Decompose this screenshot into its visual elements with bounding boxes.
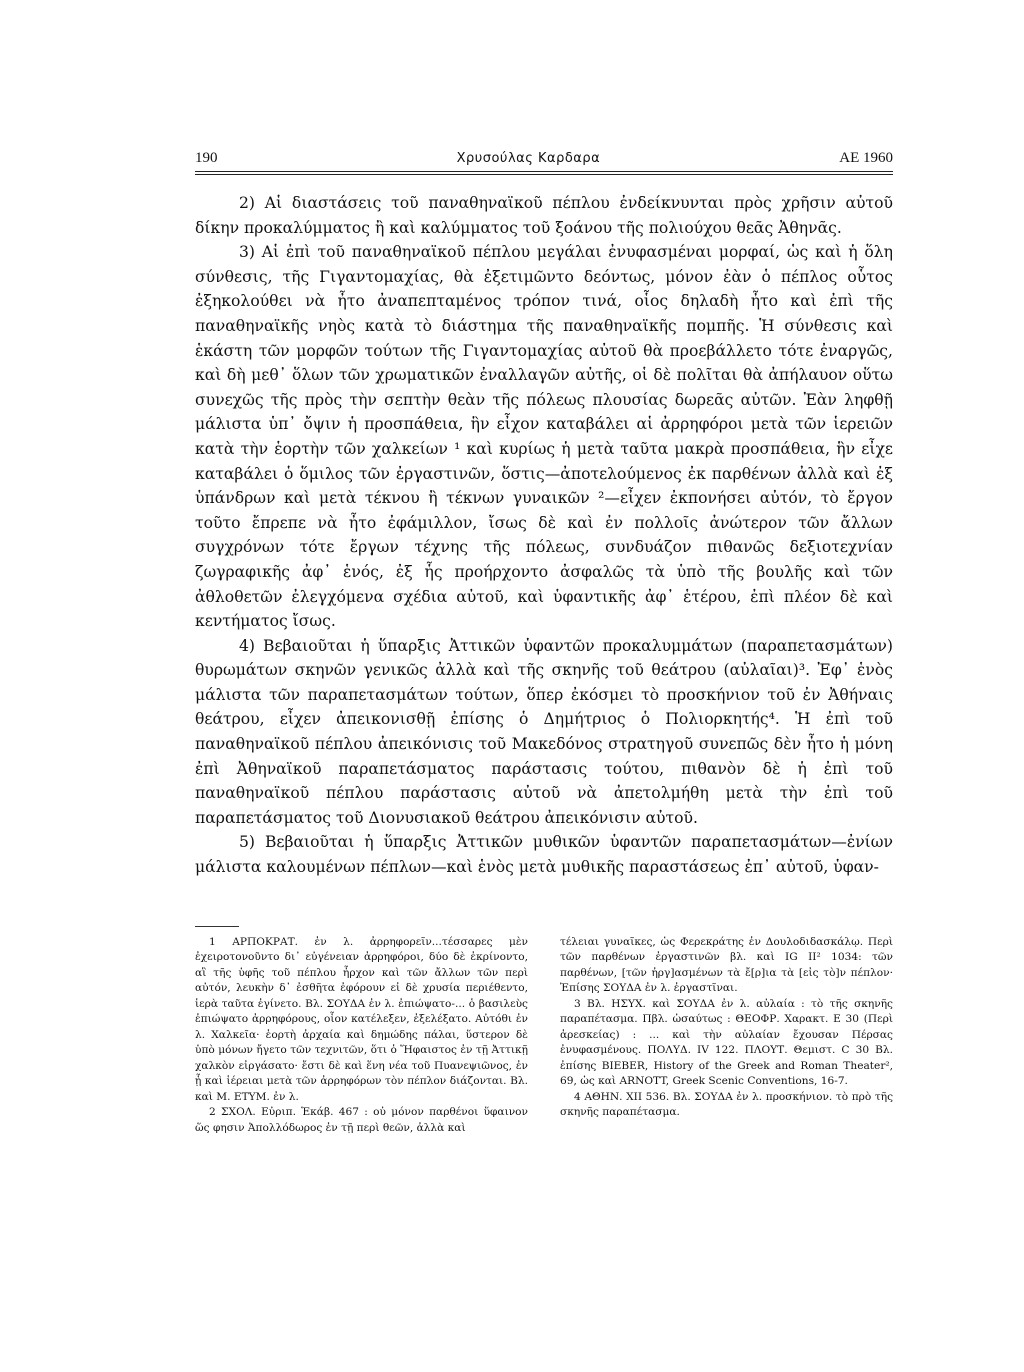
paragraph-2: 2) Αἱ διαστάσεις τοῦ παναθηναϊκοῦ πέπλου ἐνδείκνυνται πρὸς χρῆσιν αὐτοῦ δίκην προκαλύμματος ἢ καὶ καλύμματος τοῦ ξοάνου τῆς πολιούχου θεᾶς Ἀθηνᾶς. bbox=[195, 194, 893, 237]
document-page bbox=[195, 150, 893, 1136]
paragraph-3: 3) Αἱ ἐπὶ τοῦ παναθηναϊκοῦ πέπλου μεγάλαι ἐνυφασμέναι μορφαί, ὡς καὶ ἡ ὅλη σύνθεσις, τῆς Γιγαντομαχίας, θὰ ἐξετιμῶντο δεόντως, μόνον ἐὰν ὁ πέπλος οὗτος ἐξηκολούθει νὰ ἦτο ἀναπεπταμένος τρόπον τινά, οἷος δηλαδὴ ἦτο καὶ ἐπὶ τῆς παναθηναϊκῆς νηὸς κατὰ τὸ διάστημα τῆς παναθηναϊκῆς πομπῆς. Ἡ σύνθεσις καὶ ἑκάστη τῶν μορφῶν τούτων τῆς Γιγαντομαχίας αὐτοῦ θὰ προεβάλλετο τότε ἐναργῶς, καὶ δὴ μεθ᾿ ὅλων τῶν χρωματικῶν ἐναλλαγῶν αὐτῆς, οἱ δὲ πολῖται θὰ ἀπήλαυον οὕτω συνεχῶς τῆς πρὸς τὴν σεπτὴν θεὰν τῆς πόλεως πλουσίας δωρεᾶς αὐτῶν. Ἐὰν ληφθῇ μάλιστα ὑπ᾿ ὄψιν ἡ προσπάθεια, ἣν εἶχον καταβάλει αἱ ἀρρηφόροι μετὰ τῶν ἱερειῶν κατὰ τὴν ἑορτὴν τῶν χαλκείων ¹ καὶ κυρίως ἡ μετὰ ταῦτα μακρὰ προσπάθεια, ἣν εἶχε καταβάλει ὁ ὅμιλος τῶν ἐργαστινῶν, ὅστις—ἀποτελούμενος ἐκ παρθένων ἀλλὰ καὶ ἐξ ὑπάνδρων καὶ μετὰ τέκνου ἢ τέκνων γυναικῶν ²—εἶχεν ἐκπονήσει αὐτόν, τὸ ἔργον τοῦτο ἔπρεπε νὰ ἦτο ἐφάμιλλον, ἴσως δὲ καὶ ἐν πολλοῖς ἀνώτερον τῶν ἄλλων συγχρόνων τότε ἔργων τέχνης τῆς πόλεως, συνδυάζον πιθανῶς δεξιοτεχνίαν ζωγραφικῆς ἀφ᾿ ἑνός, ἐξ ἧς προήρχοντο ἀσφαλῶς τὰ ὑπὸ τῆς βουλῆς καὶ τῶν ἀθλοθετῶν ἐλεγχόμενα σχέδια αὐτοῦ, καὶ ὑφαντικῆς ἀφ᾿ ἑτέρου, ἐπὶ πλέον δὲ καὶ κεντήματος ἴσως. bbox=[195, 243, 893, 631]
footnote-2: 2 ΣΧΟΛ. Εὐριπ. Ἑκάβ. 467 : οὐ μόνον παρθένοι ὕφαινον ὥς φησιν Ἀπολλόδωρος ἐν τῇ περὶ θεῶν, ἀλλὰ καὶ bbox=[195, 1106, 528, 1134]
footnote-separator bbox=[195, 926, 239, 927]
main-text bbox=[195, 191, 893, 880]
journal-reference: ΑΕ 1960 bbox=[839, 150, 893, 166]
running-title: Χρυσούλας Καρδαρα bbox=[456, 151, 601, 166]
footnotes-right-column bbox=[560, 935, 893, 1137]
footnote-3: 3 Βλ. ΗΣΥΧ. καὶ ΣΟΥΔΑ ἐν λ. αὐλαία : τὸ τῆς σκηνῆς παραπέτασμα. Πβλ. ὡσαύτως : ΘΕΟΦΡ. Χαρακτ. Ε 30 (Περὶ ἀρεσκείας) : ... καὶ τὴν αὐλαίαν ἔχουσαν Πέρσας ἐνυφασμένους. ΠΟΛΥΔ. IV 122. ΠΛΟΥΤ. Θεμιστ. C 30 Βλ. ἐπίσης BIEBER, History of the Greek and Roman Theater², 69, ὡς καὶ ARNOTT, Greek Scenic Conventions, 16-7. bbox=[560, 997, 893, 1088]
paragraph-5: 5) Βεβαιοῦται ἡ ὕπαρξις Ἀττικῶν μυθικῶν ὑφαντῶν παραπετασμάτων—ἐνίων μάλιστα καλουμένων πέπλων—καὶ ἑνὸς μετὰ μυθικῆς παραστάσεως ἐπ᾿ αὐτοῦ, ὑφαν- bbox=[195, 833, 893, 877]
paragraph-4: 4) Βεβαιοῦται ἡ ὕπαρξις Ἀττικῶν ὑφαντῶν προκαλυμμάτων (παραπετασμάτων) θυρωμάτων σκηνῶν γενικῶς ἀλλὰ καὶ τῆς σκηνῆς τοῦ θεάτρου (αὐλαῖαι)³. Ἐφ᾿ ἑνὸς μάλιστα τῶν παραπετασμάτων τούτων, ὅπερ ἐκόσμει τὸ προσκήνιον τοῦ ἐν Ἀθήναις θεάτρου, εἶχεν ἀπεικονισθῇ ἐπίσης ὁ Δημήτριος ὁ Πολιορκητής⁴. Ἡ ἐπὶ τοῦ παναθηναϊκοῦ πέπλου ἀπεικόνισις τοῦ Μακεδόνος στρατηγοῦ συνεπῶς δὲν ἦτο ἡ μόνη ἐπὶ Ἀθηναϊκοῦ παραπετάσματος παράστασις τούτου, πιθανὸν δὲ ἡ ἐπὶ τοῦ παναθηναϊκοῦ πέπλου παράστασις αὐτοῦ νὰ ἀπετολμήθη μετὰ τὴν ἐπὶ τοῦ παραπετάσματος τοῦ Διονυσιακοῦ θεάτρου ἀπεικόνισιν αὐτοῦ. bbox=[195, 636, 893, 827]
footnote-2-continued: τέλειαι γυναῖκες, ὡς Φερεκράτης ἐν Δουλοδιδασκάλῳ. Περὶ τῶν παρθένων ἐργαστινῶν βλ. καὶ IG II² 1034: τῶν παρθένων, [τῶν ἠργ]ασμένων τὰ ἔ[ρ]ια τὰ [εἰς τὸ]ν πέπλον· Ἐπίσης ΣΟΥΔΑ ἐν λ. ἐργαστῖναι. bbox=[560, 935, 893, 995]
footnotes bbox=[195, 935, 893, 1137]
footnotes-left-column bbox=[195, 935, 528, 1137]
page-number: 190 bbox=[195, 150, 218, 166]
running-header bbox=[195, 150, 893, 171]
footnote-4: 4 ΑΘΗΝ. XII 536. Βλ. ΣΟΥΔΑ ἐν λ. προσκήνιον. τὸ πρὸ τῆς σκηνῆς παραπέτασμα. bbox=[560, 1090, 893, 1119]
header-rule bbox=[195, 171, 893, 175]
footnote-1: 1 ΑΡΠΟΚΡΑΤ. ἐν λ. ἀρρηφορεῖν...τέσσαρες μὲν ἐχειροτονοῦντο δι᾿ εὐγένειαν ἀρρηφόροι, δύο δὲ ἐκρίνοντο, αἳ τῆς ὑφῆς τοῦ πέπλου ἦρχον καὶ τῶν ἄλλων τῶν περὶ αὐτόν, λευκὴν δ᾿ ἐσθῆτα ἐφόρουν εἰ δὲ χρυσία περιέθεντο, ἱερὰ ταῦτα ἐγίνετο. Βλ. ΣΟΥΔΑ ἐν λ. ἐπιώψατο-... ὁ βασιλεὺς ἐπιώψατο ἀρρηφόρους, οἷον κατέλεξεν, ἐξελέξατο. Αὐτόθι ἐν λ. Χαλκεῖα· ἑορτὴ ἀρχαία καὶ δημώδης πάλαι, ὕστερον δὲ ὑπὸ μόνων ἤγετο τῶν τεχνιτῶν, ὅτι ὁ Ἥφαιστος ἐν τῇ Ἀττικῇ χαλκὸν εἰργάσατο· ἔστι δὲ καὶ ἕνη νέα τοῦ Πυανεψιῶνος, ἐν ᾗ καὶ ἱέρειαι μετὰ τῶν ἀρρηφόρων τὸν πέπλον διάζονται. Βλ. καὶ Μ. ΕΤΥΜ. ἐν λ. bbox=[195, 935, 528, 1103]
